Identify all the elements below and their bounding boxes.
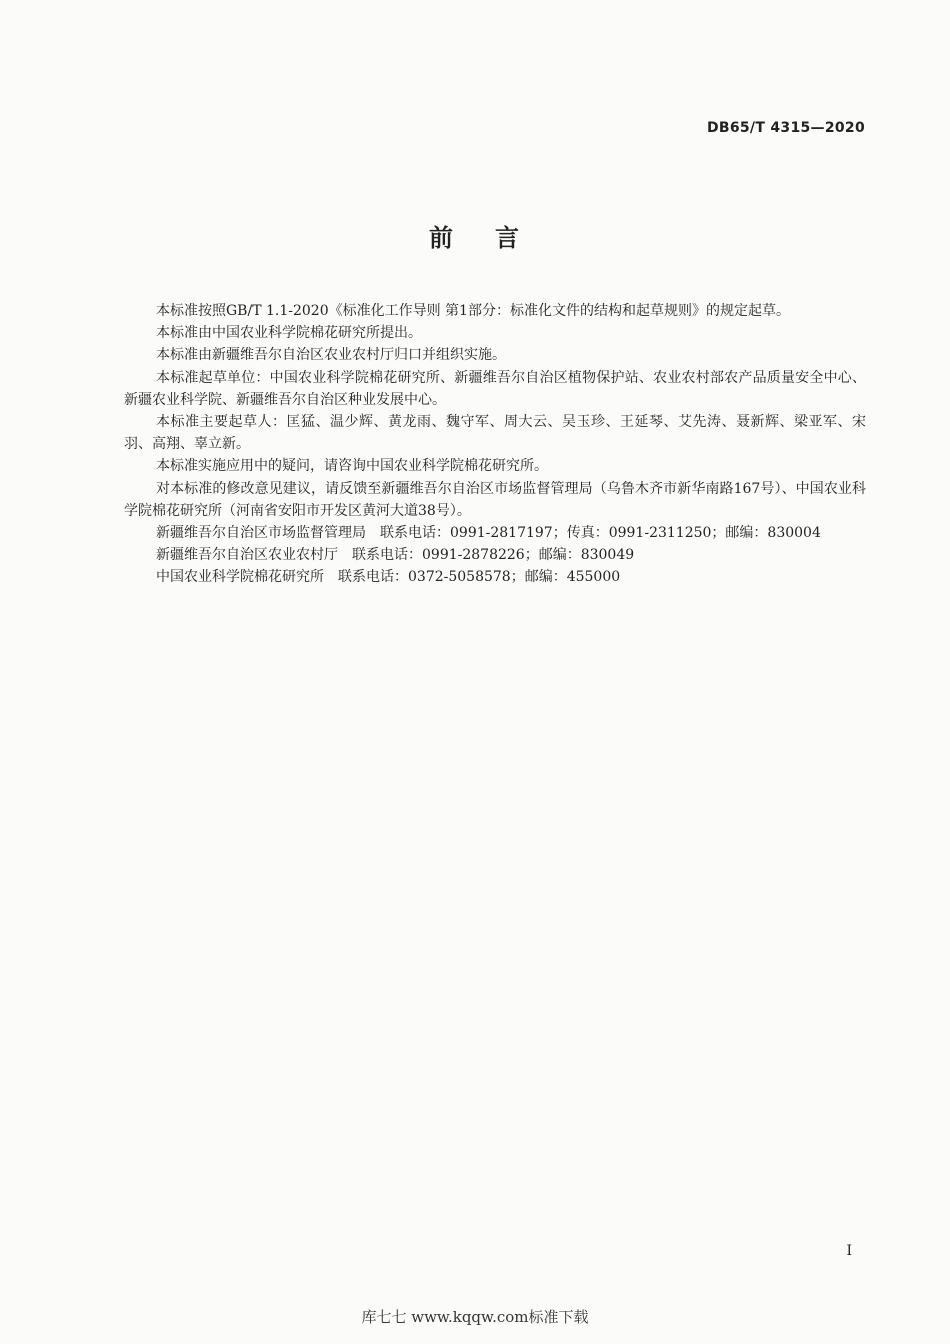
page-number: I bbox=[846, 1243, 852, 1259]
paragraph-proposer: 本标准由中国农业科学院棉花研究所提出。 bbox=[156, 325, 422, 342]
paragraph-inquiries: 本标准实施应用中的疑问，请咨询中国农业科学院棉花研究所。 bbox=[156, 458, 548, 475]
watermark-text: 库七七 www.kqqw.com标准下载 bbox=[361, 1308, 589, 1326]
contact-market-regulation: 新疆维吾尔自治区市场监督管理局 联系电话：0991-2817197；传真：0991-2311250；邮编：830004 bbox=[156, 525, 821, 542]
paragraph-drafters: 本标准主要起草人：匡猛、温少辉、黄龙雨、魏守军、周大云、吴玉珍、王延琴、艾先涛、聂新辉、梁亚军、宋羽、高翔、辜立新。 bbox=[124, 414, 866, 453]
paragraph-drafting-units: 本标准起草单位：中国农业科学院棉花研究所、新疆维吾尔自治区植物保护站、农业农村部农产品质量安全中心、新疆农业科学院、新疆维吾尔自治区种业发展中心。 bbox=[124, 369, 866, 408]
foreword-body bbox=[124, 300, 866, 589]
contact-cotton-institute: 中国农业科学院棉花研究所 联系电话：0372-5058578；邮编：455000 bbox=[156, 569, 621, 586]
paragraph-feedback: 对本标准的修改意见建议，请反馈至新疆维吾尔自治区市场监督管理局（乌鲁木齐市新华南路167号）、中国农业科学院棉花研究所（河南省安阳市开发区黄河大道38号）。 bbox=[124, 480, 866, 519]
page-title: 前言 bbox=[429, 224, 561, 252]
contact-agriculture-dept: 新疆维吾尔自治区农业农村厅 联系电话：0991-2878226；邮编：830049 bbox=[156, 547, 635, 564]
paragraph-drafting-basis: 本标准按照GB/T 1.1-2020《标准化工作导则 第1部分：标准化文件的结构和起草规则》的规定起草。 bbox=[156, 303, 790, 319]
document-code: DB65/T 4315—2020 bbox=[706, 120, 865, 136]
paragraph-administrator: 本标准由新疆维吾尔自治区农业农村厅归口并组织实施。 bbox=[156, 347, 506, 364]
